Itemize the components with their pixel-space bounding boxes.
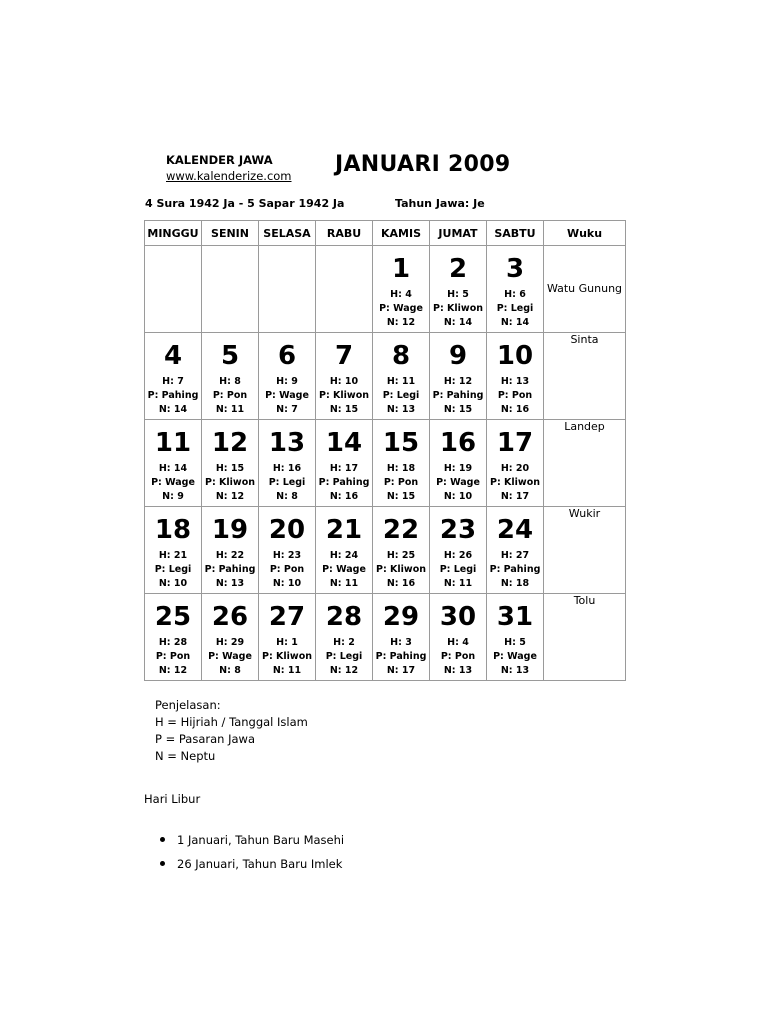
day-n-value: N: 16: [386, 578, 416, 589]
brand-url-link[interactable]: www.kalenderize.com: [166, 169, 292, 183]
day-cell: [487, 507, 544, 594]
day-number: 11: [154, 428, 192, 458]
column-header-kamis: KAMIS: [373, 221, 430, 246]
day-cell: [316, 507, 373, 594]
day-number: 19: [211, 515, 249, 545]
day-p-value: P: Legi: [268, 477, 306, 488]
day-h-value: H: 10: [329, 376, 359, 387]
day-cell: [430, 420, 487, 507]
day-p-value: P: Pahing: [489, 564, 541, 575]
day-p-value: P: Legi: [496, 303, 534, 314]
day-number: 5: [220, 341, 240, 371]
day-number: 1: [391, 254, 411, 284]
day-info: [202, 462, 258, 504]
page-title: JANUARI 2009: [335, 152, 511, 177]
column-header-wuku: Wuku: [544, 221, 626, 246]
day-n-value: N: 13: [500, 665, 530, 676]
day-p-value: P: Legi: [382, 390, 420, 401]
day-number: 13: [268, 428, 306, 458]
week-row: [145, 420, 626, 507]
day-info: [430, 549, 486, 591]
day-p-value: P: Kliwon: [432, 303, 483, 314]
day-n-value: N: 14: [443, 317, 473, 328]
day-p-value: P: Pon: [440, 651, 476, 662]
day-info: [145, 549, 201, 591]
empty-day-cell: [202, 246, 259, 333]
day-p-value: P: Pon: [212, 390, 248, 401]
day-cell: [430, 507, 487, 594]
day-h-value: H: 14: [158, 463, 188, 474]
day-info: [202, 375, 258, 417]
day-number: 22: [382, 515, 420, 545]
day-h-value: H: 17: [329, 463, 359, 474]
day-info: [145, 462, 201, 504]
day-info: [430, 636, 486, 678]
day-n-value: N: 8: [219, 665, 241, 676]
calendar-header-row: [145, 221, 626, 246]
day-p-value: P: Wage: [379, 303, 423, 314]
holiday-list: [160, 828, 344, 876]
javanese-date-range: 4 Sura 1942 Ja - 5 Sapar 1942 Ja: [145, 197, 345, 210]
day-number: 14: [325, 428, 363, 458]
day-n-value: N: 11: [443, 578, 473, 589]
day-cell: [316, 594, 373, 681]
day-p-value: P: Wage: [322, 564, 366, 575]
day-cell: [373, 333, 430, 420]
day-cell: [202, 507, 259, 594]
week-row: [145, 594, 626, 681]
day-n-value: N: 17: [386, 665, 416, 676]
day-n-value: N: 13: [215, 578, 245, 589]
day-n-value: N: 18: [500, 578, 530, 589]
day-number: 26: [211, 602, 249, 632]
day-cell: [373, 594, 430, 681]
day-p-value: P: Pahing: [318, 477, 370, 488]
day-info: [487, 636, 543, 678]
day-p-value: P: Pon: [383, 477, 419, 488]
day-number: 3: [505, 254, 525, 284]
day-info: [145, 375, 201, 417]
day-p-value: P: Kliwon: [318, 390, 369, 401]
day-h-value: H: 9: [276, 376, 298, 387]
day-number: 4: [163, 341, 183, 371]
day-p-value: P: Kliwon: [489, 477, 540, 488]
day-h-value: H: 18: [386, 463, 416, 474]
day-cell: [316, 420, 373, 507]
day-info: [487, 375, 543, 417]
day-info: [259, 375, 315, 417]
day-cell: [145, 594, 202, 681]
day-p-value: P: Wage: [265, 390, 309, 401]
day-h-value: H: 3: [390, 637, 412, 648]
day-n-value: N: 9: [162, 491, 184, 502]
day-cell: [202, 594, 259, 681]
day-p-value: P: Wage: [436, 477, 480, 488]
day-cell: [430, 594, 487, 681]
day-cell: [373, 246, 430, 333]
day-cell: [202, 333, 259, 420]
day-h-value: H: 13: [500, 376, 530, 387]
day-h-value: H: 4: [447, 637, 469, 648]
day-h-value: H: 8: [219, 376, 241, 387]
day-p-value: P: Pon: [269, 564, 305, 575]
day-h-value: H: 5: [504, 637, 526, 648]
day-p-value: P: Pahing: [432, 390, 484, 401]
day-n-value: N: 13: [386, 404, 416, 415]
day-info: [259, 462, 315, 504]
day-cell: [145, 507, 202, 594]
day-p-value: P: Pahing: [375, 651, 427, 662]
day-h-value: H: 4: [390, 289, 412, 300]
day-cell: [430, 246, 487, 333]
day-p-value: P: Wage: [208, 651, 252, 662]
day-number: 25: [154, 602, 192, 632]
day-h-value: H: 23: [272, 550, 302, 561]
day-n-value: N: 12: [329, 665, 359, 676]
column-header-jumat: JUMAT: [430, 221, 487, 246]
column-header-rabu: RABU: [316, 221, 373, 246]
legend-title: Penjelasan:: [155, 698, 221, 712]
empty-day-cell: [316, 246, 373, 333]
day-n-value: N: 12: [215, 491, 245, 502]
empty-day-cell: [145, 246, 202, 333]
day-cell: [259, 420, 316, 507]
day-number: 21: [325, 515, 363, 545]
day-h-value: H: 22: [215, 550, 245, 561]
javanese-year: Tahun Jawa: Je: [395, 197, 485, 210]
day-info: [202, 636, 258, 678]
holiday-item: [160, 828, 344, 852]
day-n-value: N: 8: [276, 491, 298, 502]
day-number: 30: [439, 602, 477, 632]
day-h-value: H: 15: [215, 463, 245, 474]
day-info: [145, 636, 201, 678]
legend-item-n: N = Neptu: [155, 749, 216, 763]
column-header-selasa: SELASA: [259, 221, 316, 246]
day-n-value: N: 12: [386, 317, 416, 328]
day-info: [487, 549, 543, 591]
wuku-cell: Wukir: [544, 507, 626, 594]
day-number: 9: [448, 341, 468, 371]
day-n-value: N: 11: [329, 578, 359, 589]
day-n-value: N: 16: [329, 491, 359, 502]
day-cell: [202, 420, 259, 507]
day-p-value: P: Kliwon: [204, 477, 255, 488]
week-row: [145, 333, 626, 420]
brand-name: KALENDER JAWA: [166, 153, 273, 167]
wuku-cell: Tolu: [544, 594, 626, 681]
day-cell: [259, 507, 316, 594]
day-number: 24: [496, 515, 534, 545]
day-cell: [316, 333, 373, 420]
holidays-title: Hari Libur: [144, 792, 201, 806]
day-p-value: P: Pon: [155, 651, 191, 662]
day-number: 27: [268, 602, 306, 632]
day-n-value: N: 15: [443, 404, 473, 415]
day-info: [373, 636, 429, 678]
day-n-value: N: 10: [443, 491, 473, 502]
day-n-value: N: 13: [443, 665, 473, 676]
day-cell: [487, 246, 544, 333]
day-p-value: P: Legi: [154, 564, 192, 575]
day-n-value: N: 16: [500, 404, 530, 415]
day-h-value: H: 6: [504, 289, 526, 300]
day-number: 8: [391, 341, 411, 371]
week-row: [145, 246, 626, 333]
column-header-senin: SENIN: [202, 221, 259, 246]
day-info: [316, 549, 372, 591]
day-n-value: N: 14: [500, 317, 530, 328]
day-info: [430, 462, 486, 504]
day-n-value: N: 15: [386, 491, 416, 502]
bullet-icon: [160, 837, 165, 842]
day-p-value: P: Kliwon: [261, 651, 312, 662]
day-h-value: H: 7: [162, 376, 184, 387]
day-n-value: N: 7: [276, 404, 298, 415]
day-h-value: H: 11: [386, 376, 416, 387]
wuku-cell: Watu Gunung: [544, 246, 626, 333]
day-cell: [487, 420, 544, 507]
day-h-value: H: 5: [447, 289, 469, 300]
day-number: 20: [268, 515, 306, 545]
holiday-label: 1 Januari, Tahun Baru Masehi: [177, 833, 345, 847]
day-cell: [430, 333, 487, 420]
day-h-value: H: 25: [386, 550, 416, 561]
day-n-value: N: 10: [158, 578, 188, 589]
day-h-value: H: 12: [443, 376, 473, 387]
day-info: [373, 288, 429, 330]
day-cell: [373, 507, 430, 594]
day-cell: [487, 594, 544, 681]
day-p-value: P: Pon: [497, 390, 533, 401]
day-number: 29: [382, 602, 420, 632]
day-h-value: H: 29: [215, 637, 245, 648]
day-number: 2: [448, 254, 468, 284]
day-number: 28: [325, 602, 363, 632]
day-h-value: H: 16: [272, 463, 302, 474]
day-n-value: N: 10: [272, 578, 302, 589]
day-n-value: N: 12: [158, 665, 188, 676]
column-header-minggu: MINGGU: [145, 221, 202, 246]
legend-item-h: H = Hijriah / Tanggal Islam: [155, 715, 308, 729]
day-h-value: H: 26: [443, 550, 473, 561]
day-p-value: P: Wage: [151, 477, 195, 488]
day-cell: [259, 594, 316, 681]
day-cell: [145, 333, 202, 420]
wuku-cell: Landep: [544, 420, 626, 507]
day-number: 17: [496, 428, 534, 458]
day-number: 12: [211, 428, 249, 458]
day-h-value: H: 20: [500, 463, 530, 474]
week-row: [145, 507, 626, 594]
day-n-value: N: 11: [272, 665, 302, 676]
holiday-label: 26 Januari, Tahun Baru Imlek: [177, 857, 343, 871]
wuku-cell: Sinta: [544, 333, 626, 420]
day-info: [316, 375, 372, 417]
day-info: [202, 549, 258, 591]
day-number: 16: [439, 428, 477, 458]
day-info: [373, 375, 429, 417]
day-p-value: P: Legi: [439, 564, 477, 575]
legend-item-p: P = Pasaran Jawa: [155, 732, 255, 746]
day-number: 15: [382, 428, 420, 458]
day-info: [430, 375, 486, 417]
day-number: 7: [334, 341, 354, 371]
day-p-value: P: Wage: [493, 651, 537, 662]
day-p-value: P: Pahing: [147, 390, 199, 401]
day-h-value: H: 21: [158, 550, 188, 561]
legend: [155, 697, 308, 765]
day-n-value: N: 11: [215, 404, 245, 415]
day-cell: [373, 420, 430, 507]
day-number: 31: [496, 602, 534, 632]
day-n-value: N: 17: [500, 491, 530, 502]
day-info: [316, 462, 372, 504]
day-h-value: H: 24: [329, 550, 359, 561]
brand-block: [166, 152, 292, 184]
day-info: [487, 462, 543, 504]
day-cell: [145, 420, 202, 507]
bullet-icon: [160, 861, 165, 866]
day-info: [430, 288, 486, 330]
day-info: [259, 549, 315, 591]
day-cell: [487, 333, 544, 420]
calendar-table: [144, 220, 626, 681]
day-cell: [259, 333, 316, 420]
day-h-value: H: 2: [333, 637, 355, 648]
day-info: [373, 549, 429, 591]
day-h-value: H: 28: [158, 637, 188, 648]
day-info: [487, 288, 543, 330]
day-number: 10: [496, 341, 534, 371]
day-info: [373, 462, 429, 504]
day-n-value: N: 15: [329, 404, 359, 415]
day-p-value: P: Legi: [325, 651, 363, 662]
day-number: 18: [154, 515, 192, 545]
day-h-value: H: 1: [276, 637, 298, 648]
day-info: [316, 636, 372, 678]
day-n-value: N: 14: [158, 404, 188, 415]
holiday-item: [160, 852, 344, 876]
column-header-sabtu: SABTU: [487, 221, 544, 246]
day-number: 6: [277, 341, 297, 371]
day-p-value: P: Pahing: [204, 564, 256, 575]
day-p-value: P: Kliwon: [375, 564, 426, 575]
day-info: [259, 636, 315, 678]
day-h-value: H: 19: [443, 463, 473, 474]
day-number: 23: [439, 515, 477, 545]
empty-day-cell: [259, 246, 316, 333]
day-h-value: H: 27: [500, 550, 530, 561]
